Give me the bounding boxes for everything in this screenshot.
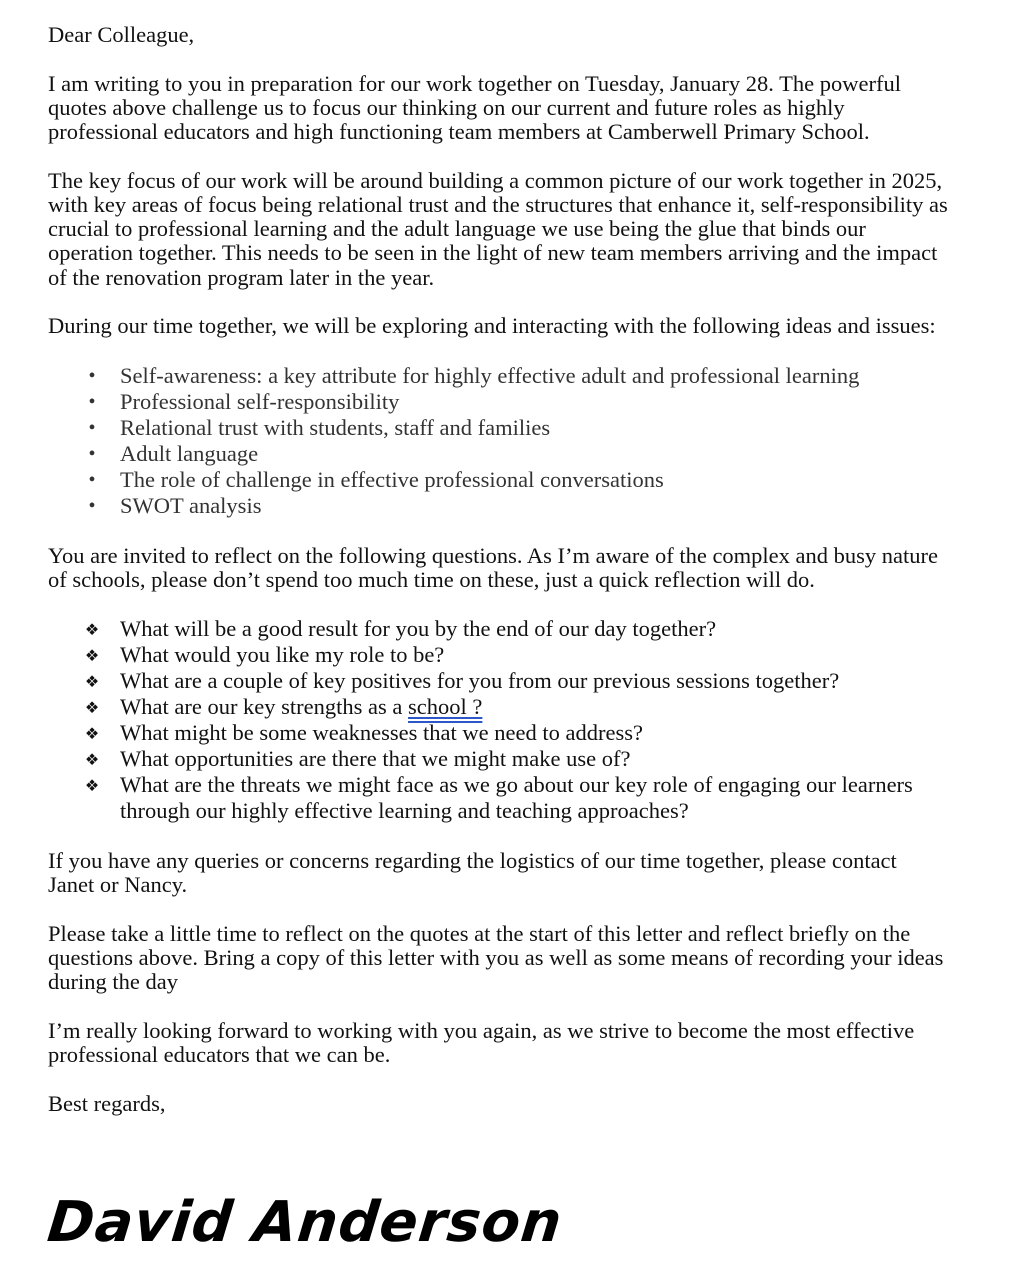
paragraph-closing-remark: I’m really looking forward to working with you again, as we strive to become the most effective professional educators that we can be.	[48, 1017, 915, 1068]
question-text: What are the threats we might face as we go about our key role of engaging our learners through our highly effective learning and teaching approaches?	[120, 772, 913, 824]
list-item	[48, 467, 948, 493]
bullet-dot-icon: •	[88, 365, 96, 388]
four-diamond-bullet-icon: ❖	[84, 672, 100, 692]
paragraph-intro: I am writing to you in preparation for our work together on Tuesday, January 28. The powerful quotes above challenge us to focus our thinking on our current and future roles as highly professional educators and high functioning team members at Camberwell Primary School.	[48, 70, 901, 145]
list-item	[48, 694, 948, 720]
letter-body	[48, 23, 948, 1116]
greeting: Dear Colleague,	[48, 22, 195, 47]
question-text: What might be some weaknesses that we need to address?	[120, 720, 643, 746]
bullet-dot-icon: •	[88, 495, 96, 518]
topics-list	[48, 363, 948, 519]
paragraph-logistics: If you have any queries or concerns regarding the logistics of our time together, please contact Janet or Nancy.	[48, 847, 897, 898]
bullet-dot-icon: •	[88, 391, 96, 414]
paragraph-reflection: Please take a little time to reflect on the quotes at the start of this letter and reflect briefly on the questions above. Bring a copy of this letter with you as well as some means of recording your ideas during the day	[48, 920, 944, 995]
four-diamond-bullet-icon: ❖	[84, 750, 100, 770]
list-item	[48, 415, 948, 441]
questions-list	[48, 616, 948, 824]
question-text: What are a couple of key positives for you from our previous sessions together?	[120, 668, 840, 694]
list-item	[48, 493, 948, 519]
list-item	[48, 441, 948, 467]
paragraph-topics-intro: During our time together, we will be exploring and interacting with the following ideas and issues:	[48, 313, 936, 339]
topic-text: Relational trust with students, staff and families	[120, 415, 551, 441]
four-diamond-bullet-icon: ❖	[84, 776, 100, 796]
list-item	[48, 389, 948, 415]
list-item	[48, 616, 948, 642]
four-diamond-bullet-icon: ❖	[84, 724, 100, 744]
bullet-dot-icon: •	[88, 469, 96, 492]
spellcheck-flagged-word[interactable]: school ?	[408, 694, 483, 720]
topic-text: Professional self-responsibility	[120, 389, 400, 415]
list-item	[48, 746, 948, 772]
question-text-prefix: What are our key strengths as a	[120, 694, 409, 720]
topic-text: Adult language	[120, 441, 259, 467]
bullet-dot-icon: •	[88, 417, 96, 440]
closing: Best regards,	[48, 1090, 166, 1116]
list-item	[48, 720, 948, 746]
list-item	[48, 363, 948, 389]
four-diamond-bullet-icon: ❖	[84, 698, 100, 718]
topic-text: The role of challenge in effective professional conversations	[120, 467, 664, 493]
four-diamond-bullet-icon: ❖	[84, 646, 100, 666]
bullet-dot-icon: •	[88, 443, 96, 466]
paragraph-questions-intro: You are invited to reflect on the following questions. As I’m aware of the complex and busy nature of schools, please don’t spend too much time on these, just a quick reflection will do.	[48, 542, 939, 592]
topic-text: Self-awareness: a key attribute for highly effective adult and professional learning	[120, 363, 860, 389]
list-item	[48, 772, 948, 824]
list-item	[48, 668, 948, 694]
paragraph-key-focus: The key focus of our work will be around building a common picture of our work together in 2025, with key areas of focus being relational trust and the structures that enhance it, self-responsibility as crucial to professional learning and the adult language we use being the glue that binds our operation together. This needs to be seen in the light of new team members arriving and the impact of the renovation program later in the year.	[48, 167, 948, 290]
handwritten-signature: David Anderson	[44, 1190, 566, 1255]
topic-text: SWOT analysis	[120, 493, 262, 519]
question-text: What will be a good result for you by the end of our day together?	[120, 616, 717, 642]
list-item	[48, 642, 948, 668]
four-diamond-bullet-icon: ❖	[84, 620, 100, 640]
question-text: What would you like my role to be?	[120, 642, 445, 668]
question-text: What opportunities are there that we might make use of?	[120, 746, 631, 772]
